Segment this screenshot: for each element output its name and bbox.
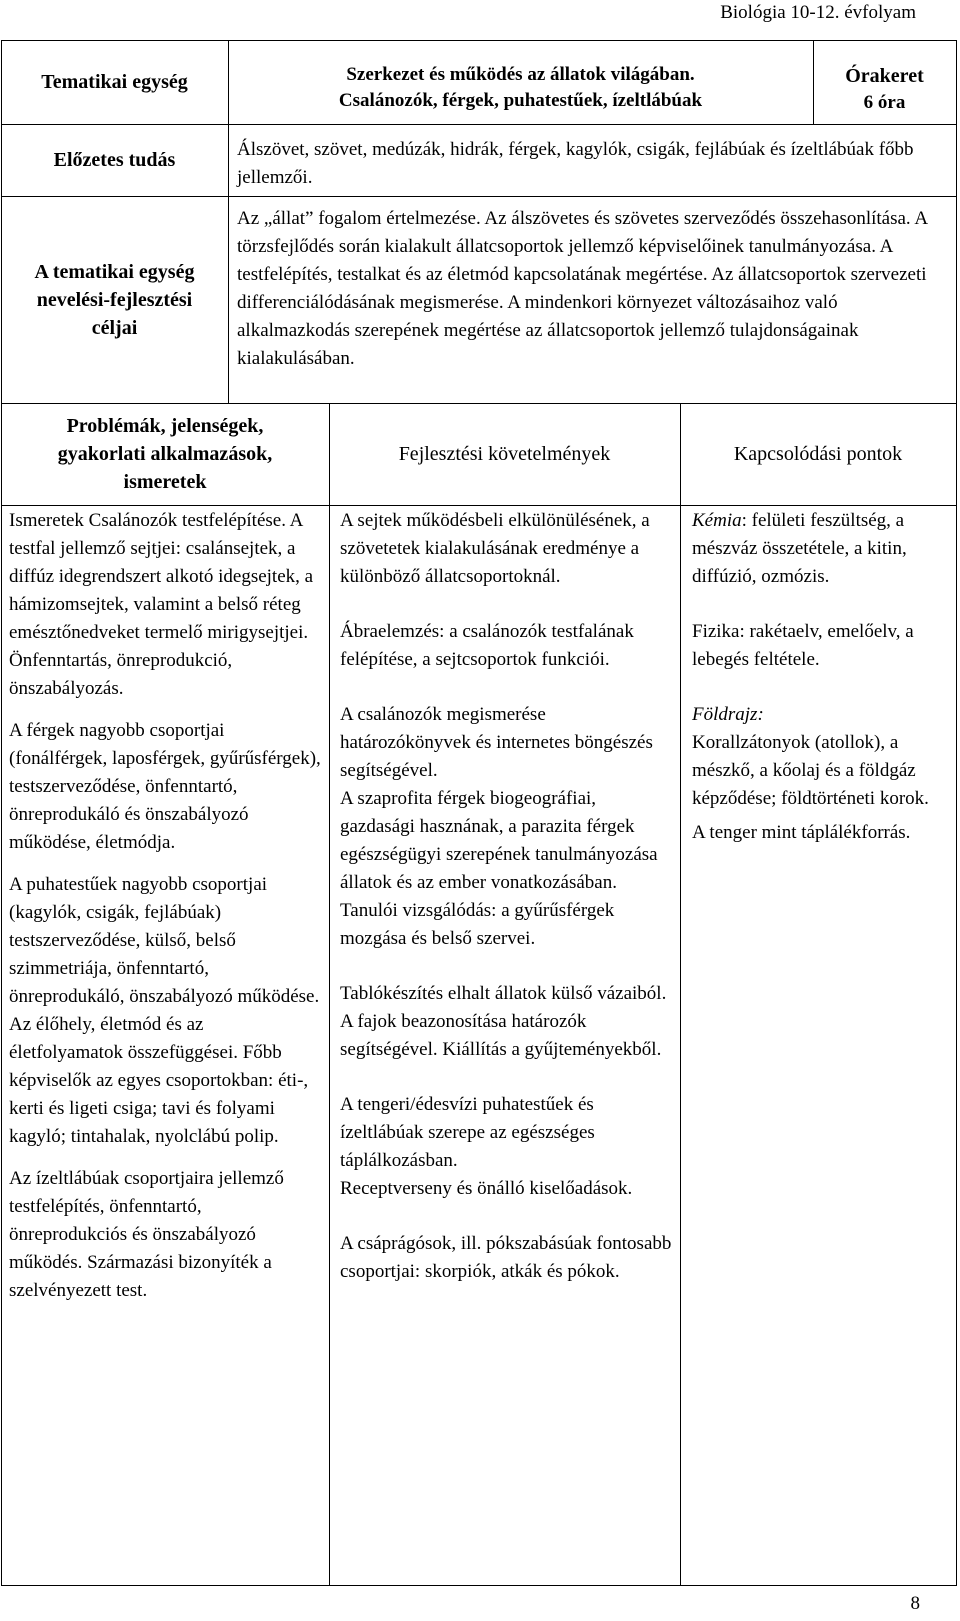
label-kapcsolodasi: Kapcsolódási pontok bbox=[733, 443, 903, 465]
requirements-column bbox=[340, 507, 674, 1286]
column-divider bbox=[680, 403, 681, 1585]
connection-tenger: A tenger mint táplálékforrás. bbox=[692, 822, 911, 843]
table-border-left bbox=[1, 40, 2, 1585]
label-celjai: A tematikai egység nevelési-fejlesztési céljai bbox=[34, 260, 195, 339]
requirement-paragraph: A csáprágósok, ill. pókszabásúak fontosabb csoportjai: skorpiók, atkák és pókok. bbox=[340, 1233, 672, 1282]
requirement-paragraph: Tablókészítés elhalt állatok külső vázaiból. A fajok beazonosítása határozók segítségével. Kiállítás a gyűjteményekből. bbox=[340, 983, 667, 1060]
requirement-paragraph: A csalánozók megismerése határozókönyvek és internetes böngészés segítségével. bbox=[340, 704, 653, 781]
knowledge-paragraph: A férgek nagyobb csoportjai (fonálférgek, laposférgek, gyűrűsférgek), testszerveződése, önfenntartó, önreprodukáló és önszabályozó működése, életmódja. bbox=[9, 720, 321, 853]
document-header: Biológia 10-12. évfolyam bbox=[720, 2, 916, 23]
curriculum-table bbox=[1, 40, 956, 1585]
goals-text: Az „állat” fogalom értelmezése. Az álszövetes és szövetes szerveződés összehasonlítása. A törzsfejlődés során kialakult állatcsoportok jellemző képviselőinek tanulmányozása. A testfelépítés, testalkat és az életmód kapcsolatának megértése. Az állatcsoportok szervezeti differenciálódásának megismerése. A mindenkori környezet változásaihoz való alkalmazkodás szerepének megértése az állatcsoportok jellemző tulajdonságainak kialakulásában. bbox=[237, 208, 928, 369]
page-number: 8 bbox=[910, 1593, 920, 1614]
knowledge-paragraph: Ismeretek Csalánozók testfelépítése. A testfal jellemző sejtjei: csalánsejtek, a diffúz idegrendszert alkotó idegsejtek, a hámizomsejtek, valamint a belső réteg emésztőnedveket termelő mirigysejtjei. Önfenntartás, önreprodukció, önszabályozás. bbox=[9, 510, 314, 699]
label-elozetes-tudas: Előzetes tudás bbox=[53, 149, 176, 171]
column-divider bbox=[329, 403, 330, 1585]
requirement-paragraph: Receptverseny és önálló kiselőadások. bbox=[340, 1178, 633, 1199]
prior-knowledge-text: Álszövet, szövet, medúzák, hidrák, férgek, kagylók, csigák, fejlábúak és ízeltlábúak főbb jellemzői. bbox=[237, 139, 914, 188]
requirement-paragraph: A szaprofita férgek biogeográfiai, gazdasági hasznának, a parazita férgek egészségügyi szerepének tanulmányozása állatok és az ember vonatkozásában. bbox=[340, 788, 658, 893]
hours-label: Órakeret bbox=[845, 65, 924, 87]
table-border-right bbox=[956, 40, 957, 1586]
knowledge-column bbox=[9, 507, 321, 1305]
connections-column bbox=[692, 507, 950, 847]
requirement-paragraph: A sejtek működésbeli elkülönülésének, a szövetetek kialakulásának eredménye a különböző állatcsoportoknál. bbox=[340, 510, 650, 587]
table-border-bottom bbox=[1, 1585, 956, 1586]
connection-foldrajz bbox=[692, 701, 950, 813]
connection-subject: Földrajz: bbox=[692, 704, 764, 725]
connection-subject: Kémia bbox=[692, 510, 742, 531]
unit-title bbox=[228, 62, 813, 114]
hours-value: 6 óra bbox=[863, 92, 906, 113]
connection-text: Korallzátonyok (atollok), a mészkő, a kőolaj és a földgáz képződése; földtörténeti korok. bbox=[692, 732, 929, 809]
row-divider bbox=[1, 505, 956, 506]
label-tematikai-egyseg: Tematikai egység bbox=[41, 71, 188, 93]
unit-title-line1: Szerkezet és működés az állatok világában. bbox=[346, 64, 695, 85]
requirement-paragraph: Tanulói vizsgálódás: a gyűrűsférgek mozgása és belső szervei. bbox=[340, 900, 615, 949]
label-problemak: Problémák, jelenségek, gyakorlati alkalmazások, ismeretek bbox=[57, 415, 273, 493]
connection-kemia bbox=[692, 507, 950, 591]
label-fejlesztesi: Fejlesztési követelmények bbox=[398, 443, 611, 465]
unit-title-line2: Csalánozók, férgek, puhatestűek, ízeltlábúak bbox=[338, 90, 703, 111]
knowledge-paragraph: A puhatestűek nagyobb csoportjai (kagylók, csigák, fejlábúak) testszerveződése, külső, belső szimmetriája, önfenntartó, önreprodukáló, önszabályozó működése. Az élőhely, életmód és az életfolyamatok összefüggései. Főbb képviselők az egyes csoportokban: éti-, kerti és ligeti csiga; tavi és folyami kagyló; tintahalak, nyolclábú polip. bbox=[9, 874, 320, 1147]
connection-fizika: Fizika: rakétaelv, emelőelv, a lebegés feltétele. bbox=[692, 621, 914, 670]
requirement-paragraph: A tengeri/édesvízi puhatestűek és ízeltlábúak szerepe az egészséges táplálkozásban. bbox=[340, 1094, 595, 1171]
connection-text: : felületi feszültség, a mészváz összetétele, a kitin, diffúzió, ozmózis. bbox=[692, 510, 907, 587]
knowledge-paragraph: Az ízeltlábúak csoportjaira jellemző testfelépítés, önfenntartó, önreprodukciós és önszabályozó működés. Származási bizonyíték a szelvényezett test. bbox=[9, 1168, 284, 1301]
hours-box bbox=[813, 62, 956, 116]
requirement-paragraph: Ábraelemzés: a csalánozók testfalának felépítése, a sejtcsoportok funkciói. bbox=[340, 621, 634, 670]
